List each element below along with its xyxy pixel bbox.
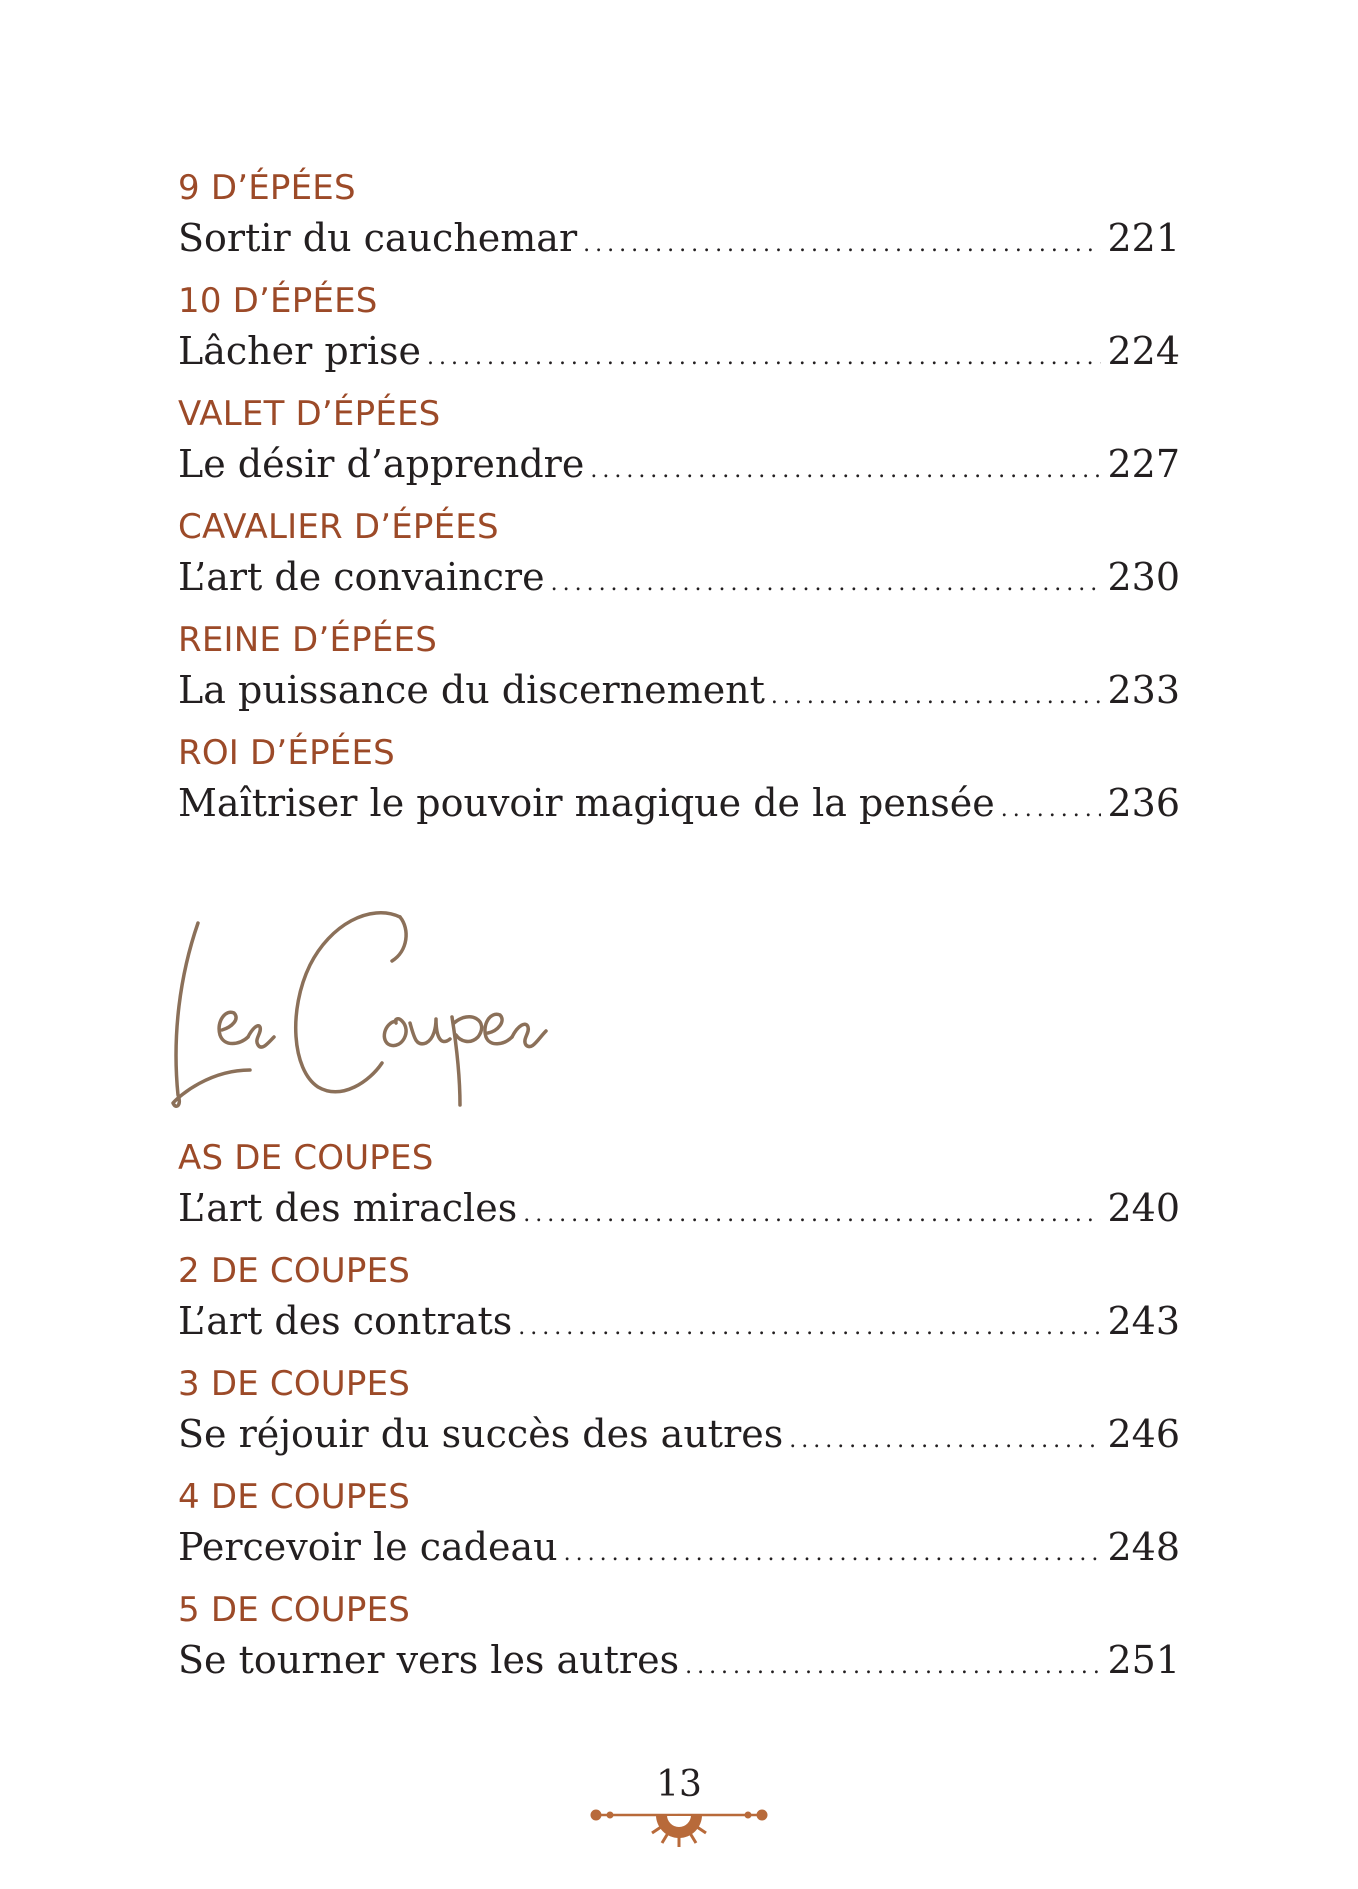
toc-entry-page: 251 bbox=[1107, 1638, 1180, 1682]
toc-entry-title: Lâcher prise bbox=[178, 329, 422, 373]
toc-entry-heading: CAVALIER D’ÉPÉES bbox=[178, 507, 499, 547]
toc-entry bbox=[178, 166, 1180, 279]
toc-entry-page: 233 bbox=[1107, 668, 1180, 712]
dot-leader bbox=[583, 217, 1101, 273]
toc-entry-heading: 9 D’ÉPÉES bbox=[178, 168, 356, 208]
toc-entry-line[interactable] bbox=[178, 210, 1180, 266]
toc-entry-heading: AS DE COUPES bbox=[178, 1138, 434, 1178]
toc-entry bbox=[178, 1136, 1180, 1249]
toc-entry-heading: REINE D’ÉPÉES bbox=[178, 620, 437, 660]
toc-section-coupes bbox=[178, 1136, 1180, 1701]
toc-entry bbox=[178, 1475, 1180, 1588]
toc-entry-line[interactable] bbox=[178, 1406, 1180, 1462]
toc-entry-title: L’art des contrats bbox=[178, 1299, 513, 1343]
sunburst-divider-icon bbox=[590, 1805, 768, 1855]
dot-leader bbox=[789, 1413, 1101, 1469]
toc-entry-title: Le désir d’apprendre bbox=[178, 442, 585, 486]
toc-entry-title: Sortir du cauchemar bbox=[178, 216, 578, 260]
dot-leader bbox=[590, 443, 1101, 499]
toc-entry-page: 243 bbox=[1107, 1299, 1180, 1343]
dot-leader bbox=[551, 556, 1102, 612]
toc-entry-line[interactable] bbox=[178, 1180, 1180, 1236]
toc-entry-line[interactable] bbox=[178, 775, 1180, 831]
toc-entry-line[interactable] bbox=[178, 662, 1180, 718]
toc-entry-page: 224 bbox=[1107, 329, 1180, 373]
toc-entry-title: Percevoir le cadeau bbox=[178, 1525, 558, 1569]
toc-entry-heading: VALET D’ÉPÉES bbox=[178, 394, 441, 434]
toc-entry-page: 230 bbox=[1107, 555, 1180, 599]
toc-entry-title: L’art des miracles bbox=[178, 1186, 518, 1230]
toc-entry-page: 221 bbox=[1107, 216, 1180, 260]
toc-entry-line[interactable] bbox=[178, 1293, 1180, 1349]
toc-entry-heading: 10 D’ÉPÉES bbox=[178, 281, 378, 321]
dot-leader bbox=[427, 330, 1101, 386]
dot-leader bbox=[518, 1300, 1101, 1356]
toc-entry bbox=[178, 1362, 1180, 1475]
toc-entry bbox=[178, 1588, 1180, 1701]
toc-entry-heading: 5 DE COUPES bbox=[178, 1590, 411, 1630]
toc-entry-title: Se tourner vers les autres bbox=[178, 1638, 680, 1682]
dot-leader bbox=[564, 1526, 1102, 1582]
toc-entry bbox=[178, 731, 1180, 844]
toc-entry-heading: 3 DE COUPES bbox=[178, 1364, 411, 1404]
toc-entry-line[interactable] bbox=[178, 549, 1180, 605]
dot-leader bbox=[523, 1187, 1101, 1243]
section-title-les-coupes bbox=[170, 905, 670, 1125]
toc-entry bbox=[178, 279, 1180, 392]
toc-entry-page: 236 bbox=[1107, 781, 1180, 825]
toc-entry-title: La puissance du discernement bbox=[178, 668, 765, 712]
script-lettering bbox=[170, 905, 670, 1125]
page-number: 13 bbox=[656, 1764, 702, 1805]
toc-entry-title: L’art de convaincre bbox=[178, 555, 545, 599]
toc-entry-line[interactable] bbox=[178, 436, 1180, 492]
dot-leader bbox=[1001, 782, 1102, 838]
toc-entry-heading: 2 DE COUPES bbox=[178, 1251, 411, 1291]
toc-entry-title: Se réjouir du succès des autres bbox=[178, 1412, 784, 1456]
toc-entry-line[interactable] bbox=[178, 323, 1180, 379]
toc-section-epees bbox=[178, 166, 1180, 844]
toc-entry-page: 227 bbox=[1107, 442, 1180, 486]
toc-entry-heading: 4 DE COUPES bbox=[178, 1477, 411, 1517]
toc-entry-line[interactable] bbox=[178, 1519, 1180, 1575]
toc-entry bbox=[178, 392, 1180, 505]
dot-leader bbox=[685, 1639, 1101, 1695]
toc-entry-title: Maîtriser le pouvoir magique de la pensée bbox=[178, 781, 995, 825]
toc-entry-line[interactable] bbox=[178, 1632, 1180, 1688]
toc-entry-page: 246 bbox=[1107, 1412, 1180, 1456]
toc-entry bbox=[178, 505, 1180, 618]
toc-entry bbox=[178, 1249, 1180, 1362]
toc-entry-heading: ROI D’ÉPÉES bbox=[178, 733, 395, 773]
dot-leader bbox=[771, 669, 1102, 725]
toc-entry-page: 240 bbox=[1107, 1186, 1180, 1230]
toc-entry bbox=[178, 618, 1180, 731]
toc-entry-page: 248 bbox=[1107, 1525, 1180, 1569]
